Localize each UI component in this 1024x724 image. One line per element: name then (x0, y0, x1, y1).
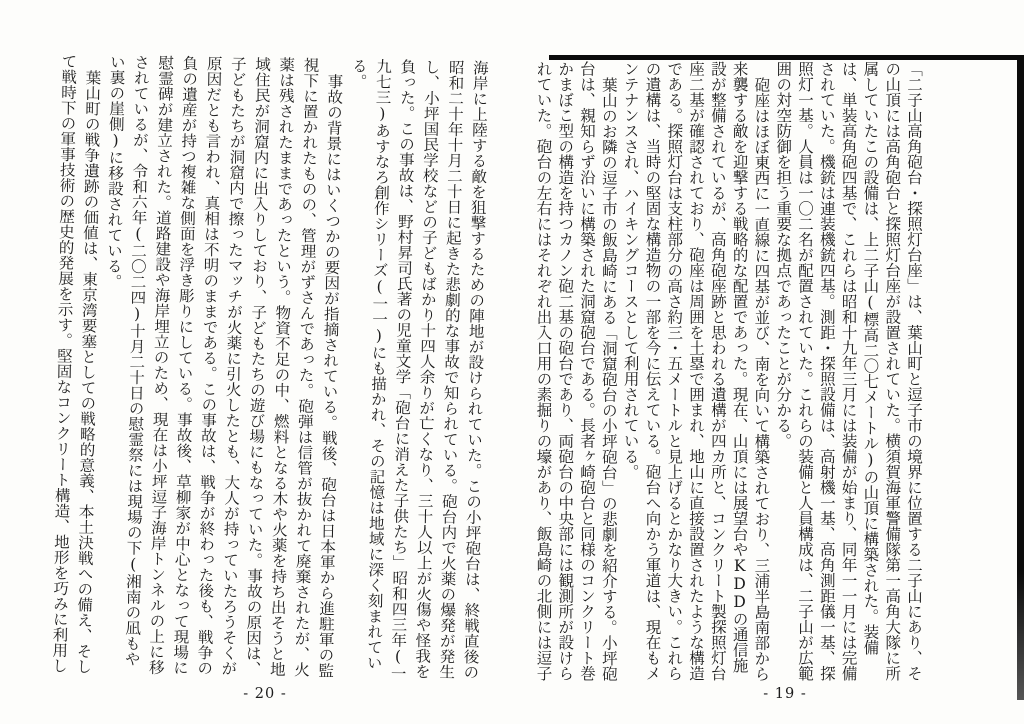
scan-edge-top-line (549, 55, 1024, 60)
paragraph: 砲座はほぼ東西に一直線に四基が並び、南を向いて構築されており、三浦半島南部から来襲する敵を迎撃する戦略的な配置であった。現在、山頂には展望台やKDDの通信施設が整備されているが、高角砲座跡と思われる遺構が四カ所と、コンクリート製探照灯台座二基が確認されており、砲座は周囲を土塁で囲まれ、地山に直接設置されたような構造である。探照灯台は支柱部分の高さ約三・五メートルと見上げるとかなり大きい。これらの遺構は、当時の堅固な構造物の一部を今に伝えている。砲台へ向かう軍道は、現在もメンテナンスされ、ハイキングコースとして利用されている。 (621, 61, 771, 681)
page-20-number: - 20 - (243, 686, 287, 702)
paragraph: 「二子山高角砲台・探照灯台座」は、葉山町と逗子市の境界に位置する二子山にあり、その山頂には高角砲台と探照灯台座が設置されていた。横須賀海軍警備隊第一高角大隊に所属していたこの設備は、上二子山(標高二〇七メートル)の山頂に構築された。装備は、単装高角砲四基で、これらは昭和十九年三月には装備が始まり、同年一一月には完備されていた。機銃は連装機銃四基。測距・探照設備は、高射機一基、高角測距儀一基、探照灯一基。人員は一〇二名が配置されていた。これらの装備と人員構成は、二子山が広範囲の対空防御を担う重要な拠点であったことが分かる。 (774, 61, 923, 681)
scan-edge-right-strip (1017, 55, 1024, 700)
paragraph: 海岸に上陸する敵を狙撃するための陣地が設けられていた。この小坪砲台は、終戦直後の昭和二十年十月二十日に起きた悲劇的な事故で知られている。砲台内で火薬の爆発が発生し、小坪国民学校などの子どもばかり十四人余りが亡くなり、三十人以上が火傷や怪我を負った。この事故は、野村昇司氏著の児童文学「砲台に消えた子供たち」昭和四三年(一九七三)あすなろ創作シリーズ(一一)にも描かれ、その記憶は地域に深く刻まれている。 (349, 57, 490, 682)
paragraph: 葉山のお隣の逗子市の飯島崎にある「洞窟砲台の小坪砲台」の悲劇を紹介する。小坪砲台は、親知らず沿いに構築された洞窟砲台である。長者ヶ崎砲台と同様のコンクリート巻かまぼこ型の構造を持つカノン砲二基の砲台であり、両砲台の中央部には観測所が設けられていた。砲台の左右にはそれぞれ出入口用の素掘りの壕があり、飯島崎の北側には逗子 (534, 61, 618, 681)
paragraph: 葉山町の戦争遺跡の価値は、東京湾要塞としての戦略的意義、本土決戦への備え、そして戦時下の軍事技術の歴史的発展を示す。堅固なコンクリート構造、地形を巧みに利用し (49, 53, 102, 674)
paragraph: 事故の背景にはいくつかの要因が指摘されている。戦後、砲台は日本軍から進駐軍の監視下に置かれたものの、管理がずさんであった。砲弾は信管が抜かれて廃棄されたが、火薬は残されたままであったという。物資不足の中、燃料となる木や火薬を持ち出そうと地域住民が洞窟内に出入りしており、子どもたちの遊び場にもなっていた。事故の原因は、子どもたちが洞窟内で擦ったマッチが火薬に引火したとも、大人が持っていたろうそくが原因だとも言われ、真相は不明のままである。この事故は、戦争が終わった後も、戦争の負の遺産が持つ複雑な側面を浮き彫りにしている。事故後、草柳家が中心となって現場に慰霊碑が建立された。道路建設や海岸埋立のため、現在は小坪逗子海岸トンネルの上に移されているが、令和六年(二〇二四)十月二十日の慰霊祭には現場の下(湘南の凪もやい裏の崖側)に移設されている。 (104, 53, 344, 678)
page-19-text-block (528, 61, 924, 685)
page-19-number: - 19 - (763, 686, 807, 702)
page-20-text-block (46, 53, 492, 684)
